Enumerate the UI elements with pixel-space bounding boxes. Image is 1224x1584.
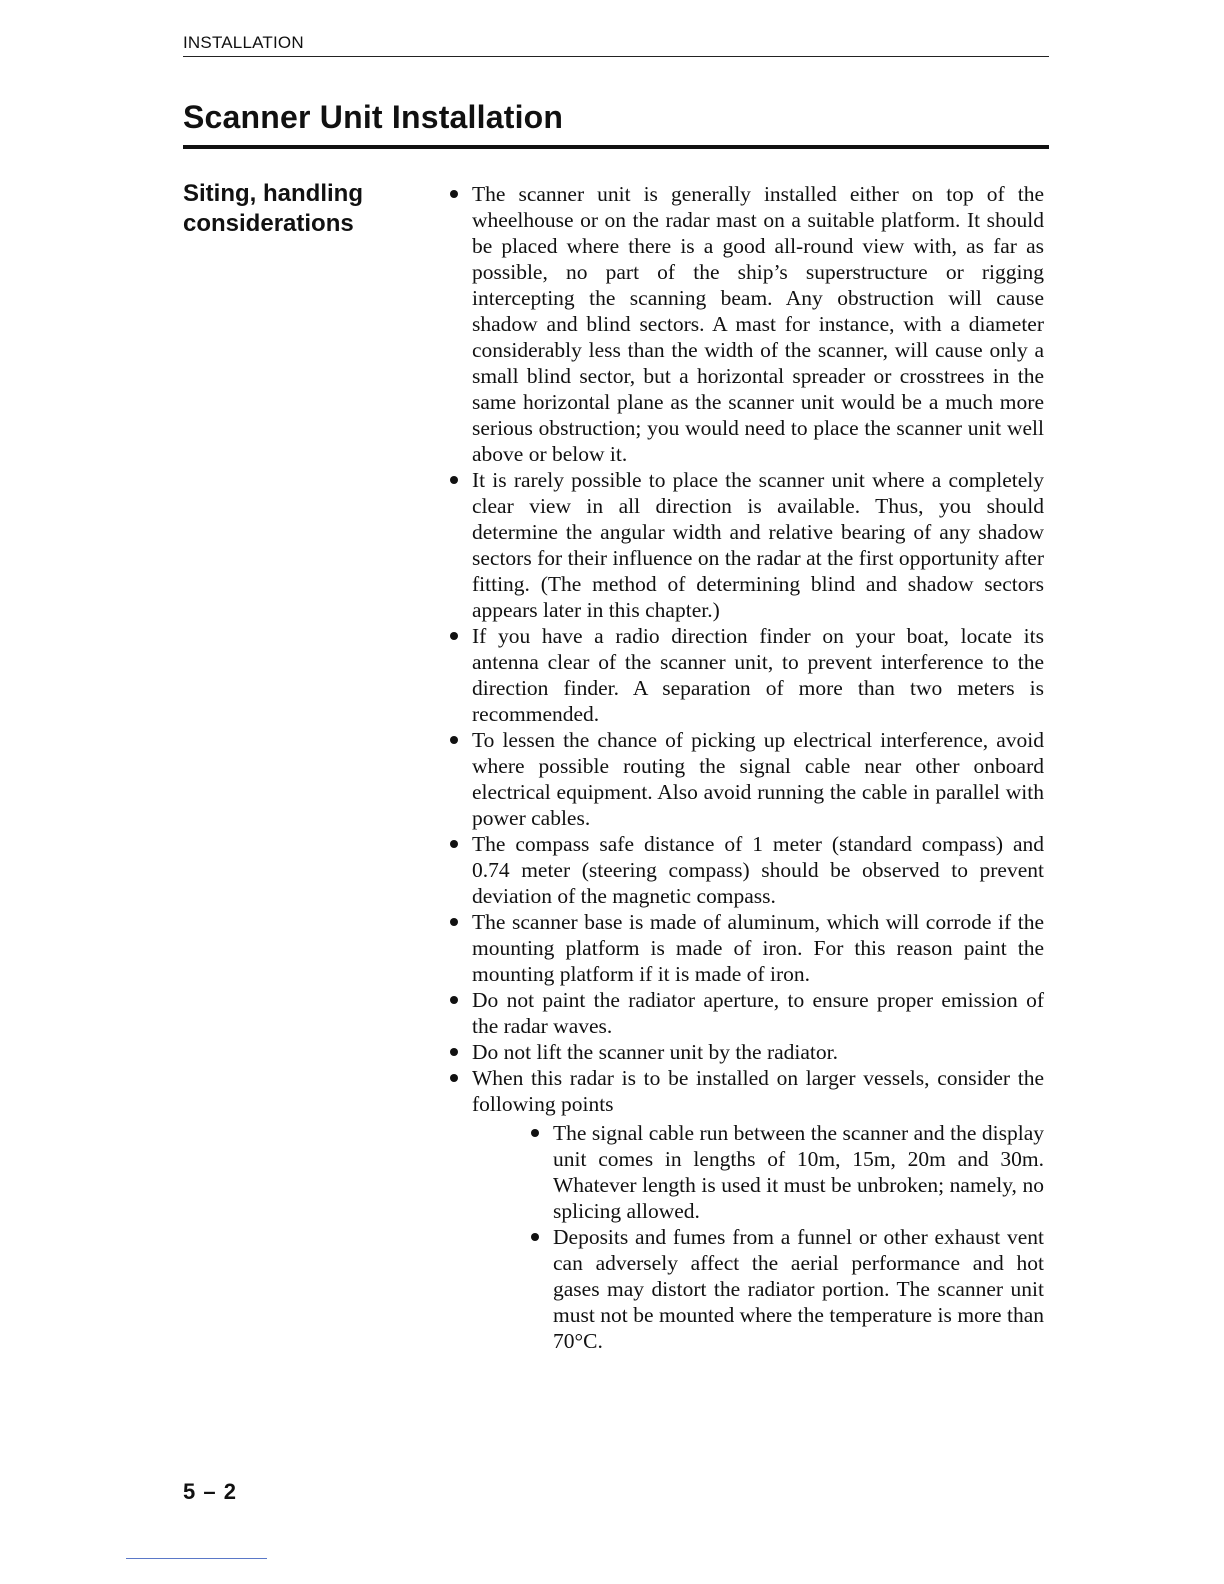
bullet-list xyxy=(448,181,1044,1354)
bullet-text: To lessen the chance of picking up electrical interference, avoid where possible routing the signal cable near other onboard electrical equipment. Also avoid running the cable in parallel with power cables. xyxy=(472,728,1044,830)
bullet-icon xyxy=(450,1048,458,1056)
bullet-text: The scanner unit is generally installed either on top of the wheelhouse or on the radar mast on a suitable platform. It should be placed where there is a good all-round view with, as far as possible, no part of the ship’s superstructure or rigging intercepting the scanning beam. Any obstruction will cause shadow and blind sectors. A mast for instance, with a diameter considerably less than the width of the scanner, will cause only a small blind sector, but a horizontal spreader or crosstrees in the same horizontal plane as the scanner unit would be a much more serious obstruction; you would need to place the scanner unit well above or below it. xyxy=(472,182,1044,466)
bullet-text: It is rarely possible to place the scanner unit where a completely clear view in all direction is available. Thus, you should determine the angular width and relative bearing of any shadow sectors for their influence on the radar at the first opportunity after fitting. (The method of determining blind and shadow sectors appears later in this chapter.) xyxy=(472,468,1044,622)
header-rule xyxy=(183,56,1049,57)
footer-rule xyxy=(126,1558,267,1559)
bullet-item xyxy=(448,623,1044,727)
bullet-item xyxy=(448,181,1044,467)
sub-bullet-text: The signal cable run between the scanner and the display unit comes in lengths of 10m, 15m, 20m and 30m. Whatever length is used it must be unbroken; namely, no splicing allowed. xyxy=(553,1121,1044,1223)
bullet-icon xyxy=(450,632,458,640)
bullet-text: Do not paint the radiator aperture, to ensure proper emission of the radar waves. xyxy=(472,988,1044,1038)
bullet-text: The scanner base is made of aluminum, which will corrode if the mounting platform is made of iron. For this reason paint the mounting platform if it is made of iron. xyxy=(472,910,1044,986)
bullet-icon xyxy=(531,1233,539,1241)
bullet-icon xyxy=(450,476,458,484)
bullet-icon xyxy=(450,996,458,1004)
page-number: 5 – 2 xyxy=(183,1479,237,1504)
bullet-icon xyxy=(450,190,458,198)
bullet-text: Do not lift the scanner unit by the radiator. xyxy=(472,1040,839,1064)
bullet-text: When this radar is to be installed on larger vessels, consider the following points xyxy=(472,1066,1044,1116)
bullet-item xyxy=(448,1039,1044,1065)
bullet-icon xyxy=(450,736,458,744)
bullet-item xyxy=(448,467,1044,623)
title-rule xyxy=(183,145,1049,149)
bullet-item xyxy=(448,831,1044,909)
sub-bullet-item xyxy=(529,1224,1044,1354)
bullet-icon xyxy=(450,918,458,926)
bullet-icon xyxy=(450,840,458,848)
subsection-title: Siting, handling considerations xyxy=(183,180,363,237)
sub-bullet-text: Deposits and fumes from a funnel or other exhaust vent can adversely affect the aerial performance and hot gases may distort the radiator portion. The scanner unit must not be mounted where the temperature is more than 70°C. xyxy=(553,1225,1044,1353)
sub-bullet-list xyxy=(529,1120,1044,1354)
section-title: Scanner Unit Installation xyxy=(183,99,564,135)
running-header: INSTALLATION xyxy=(183,33,304,52)
bullet-icon xyxy=(531,1129,539,1137)
bullet-item xyxy=(448,987,1044,1039)
bullet-item xyxy=(448,1065,1044,1354)
bullet-item xyxy=(448,909,1044,987)
bullet-item xyxy=(448,727,1044,831)
bullet-icon xyxy=(450,1074,458,1082)
sub-bullet-item xyxy=(529,1120,1044,1224)
bullet-text: If you have a radio direction finder on your boat, locate its antenna clear of the scanner unit, to prevent interference to the direction finder. A separation of more than two meters is recommended. xyxy=(472,624,1044,726)
bullet-text: The compass safe distance of 1 meter (standard compass) and 0.74 meter (steering compass) should be observed to prevent deviation of the magnetic compass. xyxy=(472,832,1044,908)
